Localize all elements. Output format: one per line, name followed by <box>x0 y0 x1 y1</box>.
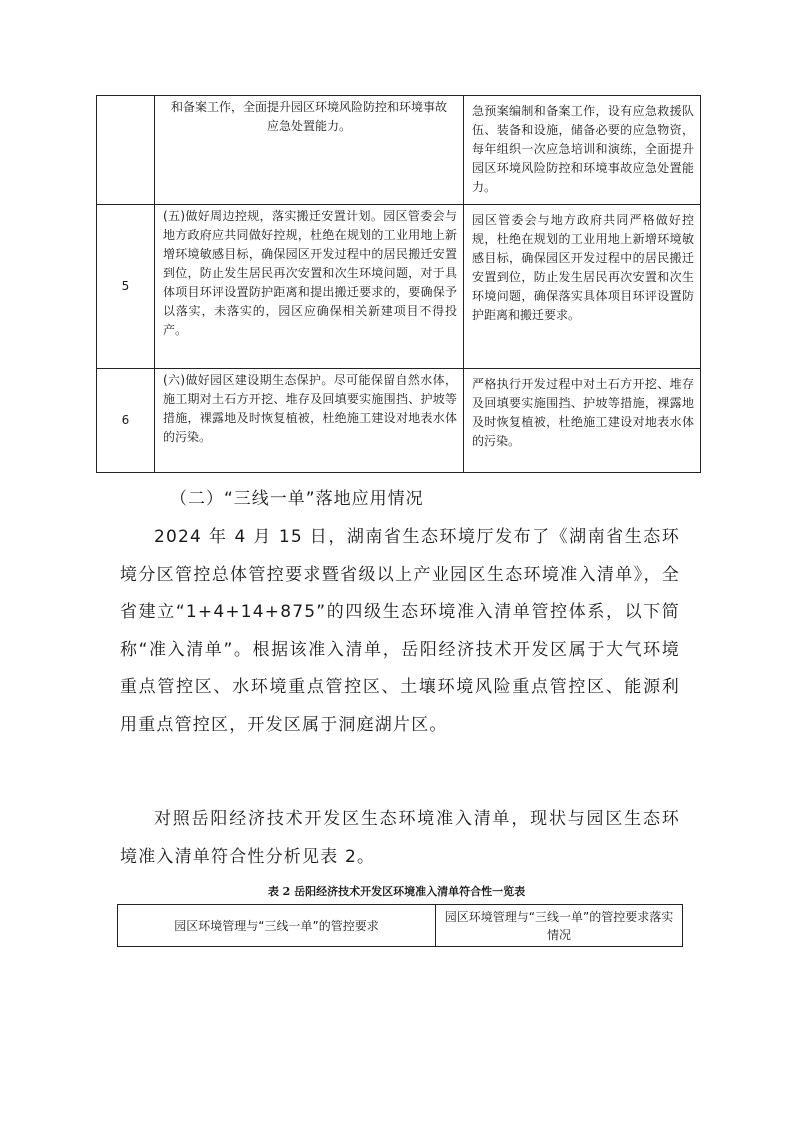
table-caption: 表 2 岳阳经济技术开发区环境准入清单符合性一览表 <box>267 885 526 898</box>
table-row <box>97 96 701 205</box>
row-number: 6 <box>97 369 155 473</box>
requirement-cell: (五)做好周边控规，落实搬迁安置计划。园区管委会与地方政府应共同做好控规，杜绝在规划的工业用地上新增环境敏感目标，确保园区开发过程中的居民搬迁安置到位，防止发生居民再次安置和次生环境问题，对于具体项目环评设置防护距离和提出搬迁要求的，要确保予以落实，未落实的，园区应确保相关新建项目不得投产。 <box>155 205 464 369</box>
paragraph: 2024 年 4 月 15 日，湖南省生态环境厅发布了《湖南省生态环境分区管控总体管控要求暨省级以上产业园区生态环境准入清单》，全省建立“1+4+14+875”的四级生态环境准入清单管控体系，以下简称“准入清单”。根据该准入清单，岳阳经济技术开发区属于大气环境重点管控区、水环境重点管控区、土壤环境风险重点管控区、能源利用重点管控区，开发区属于洞庭湖片区。 <box>120 527 680 735</box>
table-2-header <box>117 904 683 947</box>
header-requirements: 园区环境管理与“三线一单”的管控要求 <box>118 905 436 947</box>
row-number: 5 <box>97 205 155 369</box>
table-row <box>97 369 701 473</box>
implementation-cell: 园区管委会与地方政府共同严格做好控规，杜绝在规划的工业用地上新增环境敏感目标，确保园区开发过程中的居民搬迁安置到位，防止发生居民再次安置和次生环境问题，确保落实具体项目环评设置防护距离和搬迁要求。 <box>464 205 701 369</box>
implementation-cell: 急预案编制和备案工作，设有应急救援队伍、装备和设施，储备必要的应急物资，每年组织一次应急培训和演练，全面提升园区环境风险防控和环境事故应急处置能力。 <box>464 96 701 205</box>
compliance-table-continued <box>96 95 701 473</box>
row-number <box>97 96 155 205</box>
section-heading: （二）“三线一单”落地应用情况 <box>170 489 424 509</box>
table-row <box>97 205 701 369</box>
paragraph: 对照岳阳经济技术开发区生态环境准入清单，现状与园区生态环境准入清单符合性分析见表 2。 <box>120 809 680 867</box>
header-implementation: 园区环境管理与“三线一单”的管控要求落实情况 <box>436 905 683 947</box>
implementation-cell: 严格执行开发过程中对土石方开挖、堆存及回填要实施围挡、护坡等措施，裸露地及时恢复植被，杜绝施工建设对地表水体的污染。 <box>464 369 701 473</box>
requirement-cell: (六)做好园区建设期生态保护。尽可能保留自然水体，施工期对土石方开挖、堆存及回填要实施围挡、护坡等措施，裸露地及时恢复植被，杜绝施工建设对地表水体的污染。 <box>155 369 464 473</box>
requirement-cell: 和备案工作，全面提升园区环境风险防控和环境事故应急处置能力。 <box>155 96 464 205</box>
table-header-row <box>118 905 683 947</box>
